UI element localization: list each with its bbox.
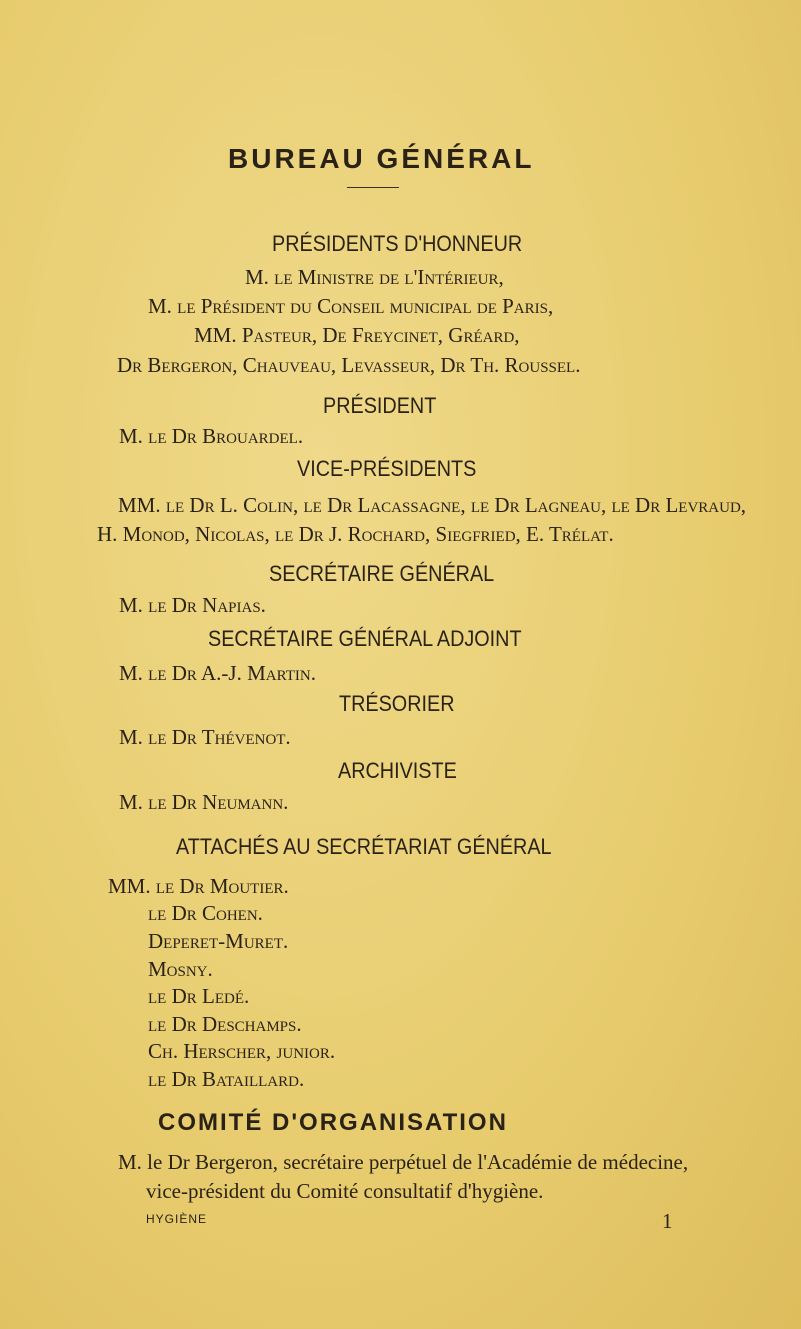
attaches-heading: ATTACHÉS AU SECRÉTARIAT GÉNÉRAL [176, 834, 552, 859]
archiviste-line: M. le Dr Neumann. [119, 790, 289, 814]
tresorier-heading: TRÉSORIER [339, 691, 455, 716]
comite-heading: COMITÉ D'ORGANISATION [158, 1109, 508, 1136]
secretaire-adjoint-heading: SECRÉTAIRE GÉNÉRAL ADJOINT [208, 626, 522, 651]
attaches-line: Ch. Herscher, junior. [148, 1039, 336, 1063]
secretaire-adjoint-line: M. le Dr A.-J. Martin. [119, 661, 316, 685]
president-line: M. le Dr Brouardel. [119, 424, 304, 448]
tresorier-line: M. le Dr Thévenot. [119, 725, 291, 749]
signature-mark: HYGIÈNE [146, 1212, 208, 1226]
presidents-honneur-line: Dr Bergeron, Chauveau, Levasseur, Dr Th. Roussel. [117, 353, 581, 377]
presidents-honneur-heading: PRÉSIDENTS D'HONNEUR [272, 231, 523, 256]
comite-line: vice-président du Comité consultatif d'hygiène. [146, 1179, 544, 1203]
attaches-line: le Dr Ledé. [148, 984, 250, 1008]
page-number: 1 [662, 1209, 673, 1233]
presidents-honneur-line: MM. Pasteur, De Freycinet, Gréard, [194, 323, 520, 347]
attaches-line: Deperet-Muret. [148, 929, 289, 953]
attaches-line: Mosny. [148, 957, 213, 981]
comite-line: M. le Dr Bergeron, secrétaire perpétuel de l'Académie de médecine, [118, 1150, 689, 1174]
attaches-line: le Dr Deschamps. [148, 1012, 302, 1036]
vice-presidents-line: MM. le Dr L. Colin, le Dr Lacassagne, le Dr Lagneau, le Dr Levraud, [118, 493, 747, 517]
attaches-line: MM. le Dr Moutier. [108, 874, 289, 898]
presidents-honneur-line: M. le Ministre de l'Intérieur, [245, 265, 504, 289]
attaches-line: le Dr Cohen. [148, 901, 263, 925]
secretaire-general-heading: SECRÉTAIRE GÉNÉRAL [269, 561, 495, 586]
vice-presidents-heading: VICE-PRÉSIDENTS [297, 456, 477, 481]
president-heading: PRÉSIDENT [323, 393, 437, 418]
attaches-line: le Dr Bataillard. [148, 1067, 305, 1091]
presidents-honneur-line: M. le Président du Conseil municipal de Paris, [148, 294, 554, 318]
secretaire-general-line: M. le Dr Napias. [119, 593, 266, 617]
page-title: BUREAU GÉNÉRAL [228, 143, 535, 174]
vice-presidents-line: H. Monod, Nicolas, le Dr J. Rochard, Siegfried, E. Trélat. [97, 522, 614, 546]
archiviste-heading: ARCHIVISTE [338, 758, 457, 783]
title-divider [347, 187, 399, 188]
